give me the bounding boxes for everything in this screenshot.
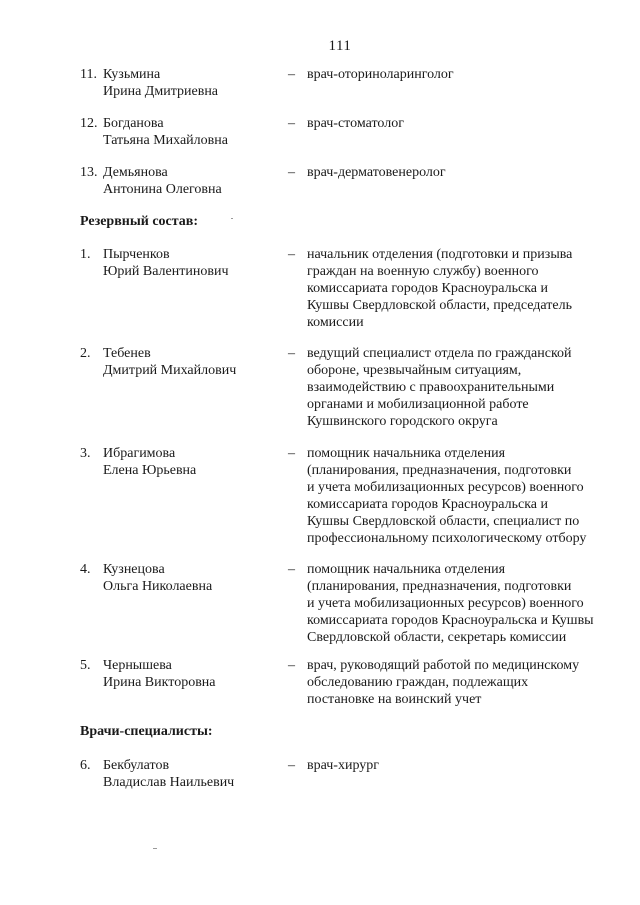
dash: – bbox=[288, 562, 295, 577]
item-number: 5. bbox=[80, 658, 91, 673]
person-name bbox=[103, 345, 273, 379]
position bbox=[307, 115, 617, 132]
position-line: профессиональному психологическому отбору bbox=[307, 531, 587, 546]
item-number: 11. bbox=[80, 67, 97, 82]
surname: Кузьмина bbox=[103, 67, 161, 82]
position-line: обороне, чрезвычайным ситуациям, bbox=[307, 363, 522, 378]
position-line: взаимодействию с правоохранительными bbox=[307, 380, 555, 395]
position-line: врач, руководящий работой по медицинскому bbox=[307, 658, 580, 673]
dash: – bbox=[288, 247, 295, 262]
person-name bbox=[103, 246, 273, 280]
given-names: Юрий Валентинович bbox=[103, 264, 229, 279]
surname: Богданова bbox=[103, 116, 164, 131]
item-number: 6. bbox=[80, 758, 91, 773]
person-name bbox=[103, 66, 273, 100]
person-name bbox=[103, 115, 273, 149]
given-names: Антонина Олеговна bbox=[103, 182, 222, 197]
position-line: комиссариата городов Красноуральска и Кушвы bbox=[307, 613, 594, 628]
scan-speck bbox=[231, 218, 233, 219]
position bbox=[307, 561, 617, 646]
position-line: Свердловской области, секретарь комиссии bbox=[307, 630, 567, 645]
item-number: 1. bbox=[80, 247, 91, 262]
position-line: врач-хирург bbox=[307, 758, 380, 773]
dash: – bbox=[288, 116, 295, 131]
position-line: органами и мобилизационной работе bbox=[307, 397, 529, 412]
person-name bbox=[103, 164, 273, 198]
position-line: (планирования, предназначения, подготовки bbox=[307, 579, 572, 594]
position-line: и учета мобилизационных ресурсов) военного bbox=[307, 480, 584, 495]
position bbox=[307, 757, 617, 774]
given-names: Ирина Дмитриевна bbox=[103, 84, 219, 99]
surname: Пырченков bbox=[103, 247, 170, 262]
person-name bbox=[103, 757, 273, 791]
person-name bbox=[103, 445, 273, 479]
position-line: обследованию граждан, подлежащих bbox=[307, 675, 529, 690]
position-line: начальник отделения (подготовки и призыва bbox=[307, 247, 573, 262]
position bbox=[307, 66, 617, 83]
position-line: помощник начальника отделения bbox=[307, 446, 506, 461]
position-line: граждан на военную службу) военного bbox=[307, 264, 539, 279]
given-names: Владислав Наильевич bbox=[103, 775, 235, 790]
position bbox=[307, 345, 617, 430]
person-name bbox=[103, 657, 273, 691]
surname: Кузнецова bbox=[103, 562, 165, 577]
section-heading-reserve: Резервный состав: bbox=[80, 214, 199, 229]
position-line: Кушвинского городского округа bbox=[307, 414, 498, 429]
section-heading-specialists: Врачи-специалисты: bbox=[80, 724, 213, 739]
position-line: врач-дерматовенеролог bbox=[307, 165, 446, 180]
item-number: 12. bbox=[80, 116, 98, 131]
dash: – bbox=[288, 67, 295, 82]
position-line: помощник начальника отделения bbox=[307, 562, 506, 577]
given-names: Татьяна Михайловна bbox=[103, 133, 228, 148]
person-name bbox=[103, 561, 273, 595]
position-line: и учета мобилизационных ресурсов) военного bbox=[307, 596, 584, 611]
page-number: 111 bbox=[328, 38, 352, 54]
position bbox=[307, 657, 617, 708]
position-line: постановке на воинский учет bbox=[307, 692, 482, 707]
position-line: комиссариата городов Красноуральска и bbox=[307, 497, 549, 512]
item-number: 2. bbox=[80, 346, 91, 361]
given-names: Ирина Викторовна bbox=[103, 675, 216, 690]
dash: – bbox=[288, 758, 295, 773]
surname: Бекбулатов bbox=[103, 758, 170, 773]
position-line: Кушвы Свердловской области, председатель bbox=[307, 298, 572, 313]
surname: Тебенев bbox=[103, 346, 151, 361]
scan-speck bbox=[153, 848, 157, 849]
given-names: Елена Юрьевна bbox=[103, 463, 197, 478]
position-line: (планирования, предназначения, подготовки bbox=[307, 463, 572, 478]
position bbox=[307, 445, 617, 547]
position-line: Кушвы Свердловской области, специалист по bbox=[307, 514, 580, 529]
position-line: комиссариата городов Красноуральска и bbox=[307, 281, 549, 296]
dash: – bbox=[288, 346, 295, 361]
item-number: 4. bbox=[80, 562, 91, 577]
dash: – bbox=[288, 165, 295, 180]
position bbox=[307, 164, 617, 181]
position-line: врач-оториноларинголог bbox=[307, 67, 454, 82]
surname: Ибрагимова bbox=[103, 446, 176, 461]
dash: – bbox=[288, 658, 295, 673]
position-line: комиссии bbox=[307, 315, 364, 330]
position bbox=[307, 246, 617, 331]
item-number: 3. bbox=[80, 446, 91, 461]
dash: – bbox=[288, 446, 295, 461]
item-number: 13. bbox=[80, 165, 98, 180]
surname: Чернышева bbox=[103, 658, 172, 673]
surname: Демьянова bbox=[103, 165, 168, 180]
given-names: Ольга Николаевна bbox=[103, 579, 213, 594]
position-line: ведущий специалист отдела по гражданской bbox=[307, 346, 572, 361]
position-line: врач-стоматолог bbox=[307, 116, 404, 131]
given-names: Дмитрий Михайлович bbox=[103, 363, 237, 378]
